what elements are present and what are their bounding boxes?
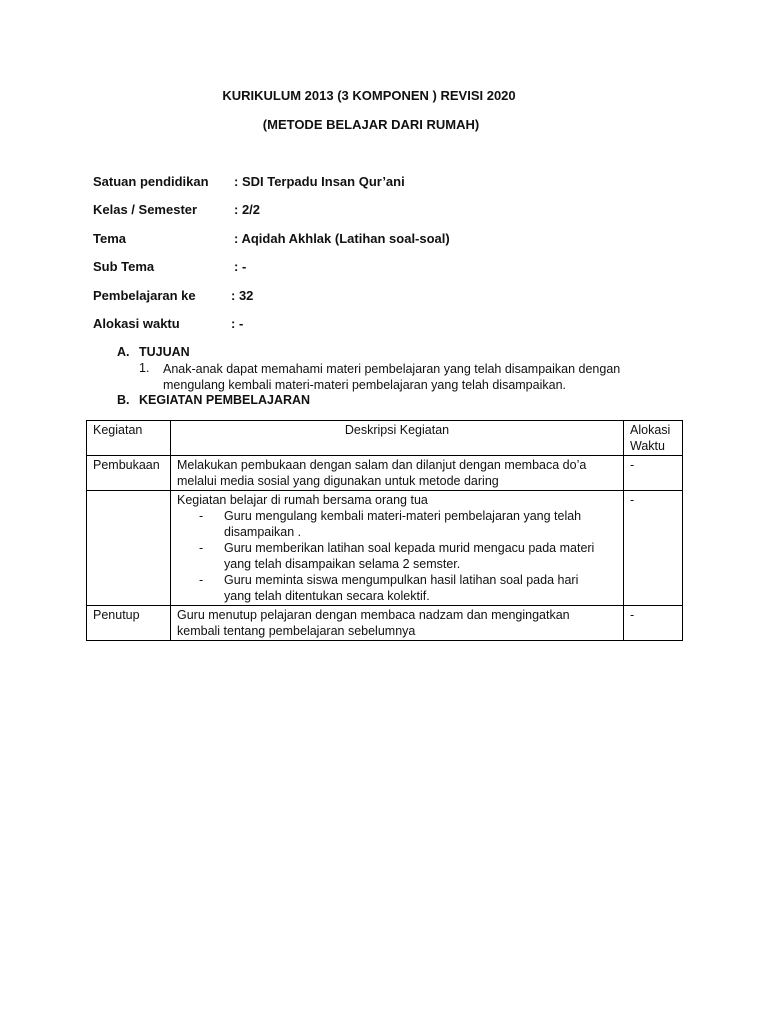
section-a-title: TUJUAN (139, 345, 190, 359)
desc-line: melalui media sosial yang digunakan untuk metode daring (177, 474, 499, 488)
goal-text (163, 361, 663, 393)
cell-waktu: - (624, 606, 683, 641)
identity-label: Alokasi waktu (93, 316, 180, 331)
bullet-line: Guru meminta siswa mengumpulkan hasil latihan soal pada hari (224, 573, 579, 587)
goal-number: 1. (139, 361, 150, 375)
bullet-line: disampaikan . (224, 525, 302, 539)
cell-waktu: - (624, 456, 683, 491)
identity-value: : - (234, 259, 247, 274)
table-row (87, 456, 683, 491)
bullet-line: Guru mengulang kembali materi-materi pembelajaran yang telah (224, 509, 582, 523)
bullet-line: yang telah ditentukan secara kolektif. (224, 589, 430, 603)
document-title: KURIKULUM 2013 (3 KOMPONEN ) REVISI 2020 (222, 88, 516, 103)
cell-kegiatan (87, 491, 171, 606)
header-alokasi-line: Alokasi (630, 423, 671, 437)
table-header-row (87, 421, 683, 456)
cell-deskripsi (171, 491, 624, 606)
table-row (87, 606, 683, 641)
goal-line: mengulang kembali materi-materi pembelajaran yang telah disampaikan. (163, 378, 566, 392)
bullet-item (177, 572, 617, 604)
bullet-dash: - (199, 509, 204, 523)
document-subtitle: (METODE BELAJAR DARI RUMAH) (262, 117, 480, 132)
header-alokasi (624, 421, 683, 456)
cell-waktu: - (624, 491, 683, 606)
goal-line: Anak-anak dapat memahami materi pembelajaran yang telah disampaikan dengan (163, 362, 621, 376)
bullet-item (177, 540, 617, 572)
identity-label: Sub Tema (93, 259, 155, 274)
section-b-title: KEGIATAN PEMBELAJARAN (139, 393, 311, 407)
identity-label: Satuan pendidikan (93, 174, 209, 189)
identity-value: : SDI Terpadu Insan Qur’ani (234, 174, 405, 189)
header-deskripsi: Deskripsi Kegiatan (171, 421, 624, 456)
cell-kegiatan: Pembukaan (87, 456, 171, 491)
cell-deskripsi (171, 456, 624, 491)
section-b-letter: B. (117, 393, 130, 407)
desc-line: kembali tentang pembelajaran sebelumnya (177, 624, 416, 638)
bullet-line: yang telah disampaikan selama 2 semster. (224, 557, 461, 571)
bullet-dash: - (199, 573, 204, 587)
identity-value: : Aqidah Akhlak (Latihan soal-soal) (234, 231, 450, 246)
desc-intro: Kegiatan belajar di rumah bersama orang tua (177, 493, 428, 507)
cell-deskripsi (171, 606, 624, 641)
identity-value: : 32 (231, 288, 254, 303)
bullet-line: Guru memberikan latihan soal kepada murid mengacu pada materi (224, 541, 595, 555)
bullet-dash: - (199, 541, 204, 555)
identity-label: Kelas / Semester (93, 202, 198, 217)
desc-line: Melakukan pembukaan dengan salam dan dilanjut dengan membaca do’a (177, 458, 587, 472)
identity-label: Tema (93, 231, 126, 246)
identity-label: Pembelajaran ke (93, 288, 196, 303)
header-alokasi-line: Waktu (630, 439, 665, 453)
identity-value: : - (231, 316, 244, 331)
identity-value: : 2/2 (234, 202, 261, 217)
cell-kegiatan: Penutup (87, 606, 171, 641)
table-row (87, 491, 683, 606)
bullet-item (177, 508, 617, 540)
activity-table (86, 420, 683, 641)
desc-line: Guru menutup pelajaran dengan membaca nadzam dan mengingatkan (177, 608, 570, 622)
header-kegiatan: Kegiatan (87, 421, 171, 456)
section-a-letter: A. (117, 345, 130, 359)
